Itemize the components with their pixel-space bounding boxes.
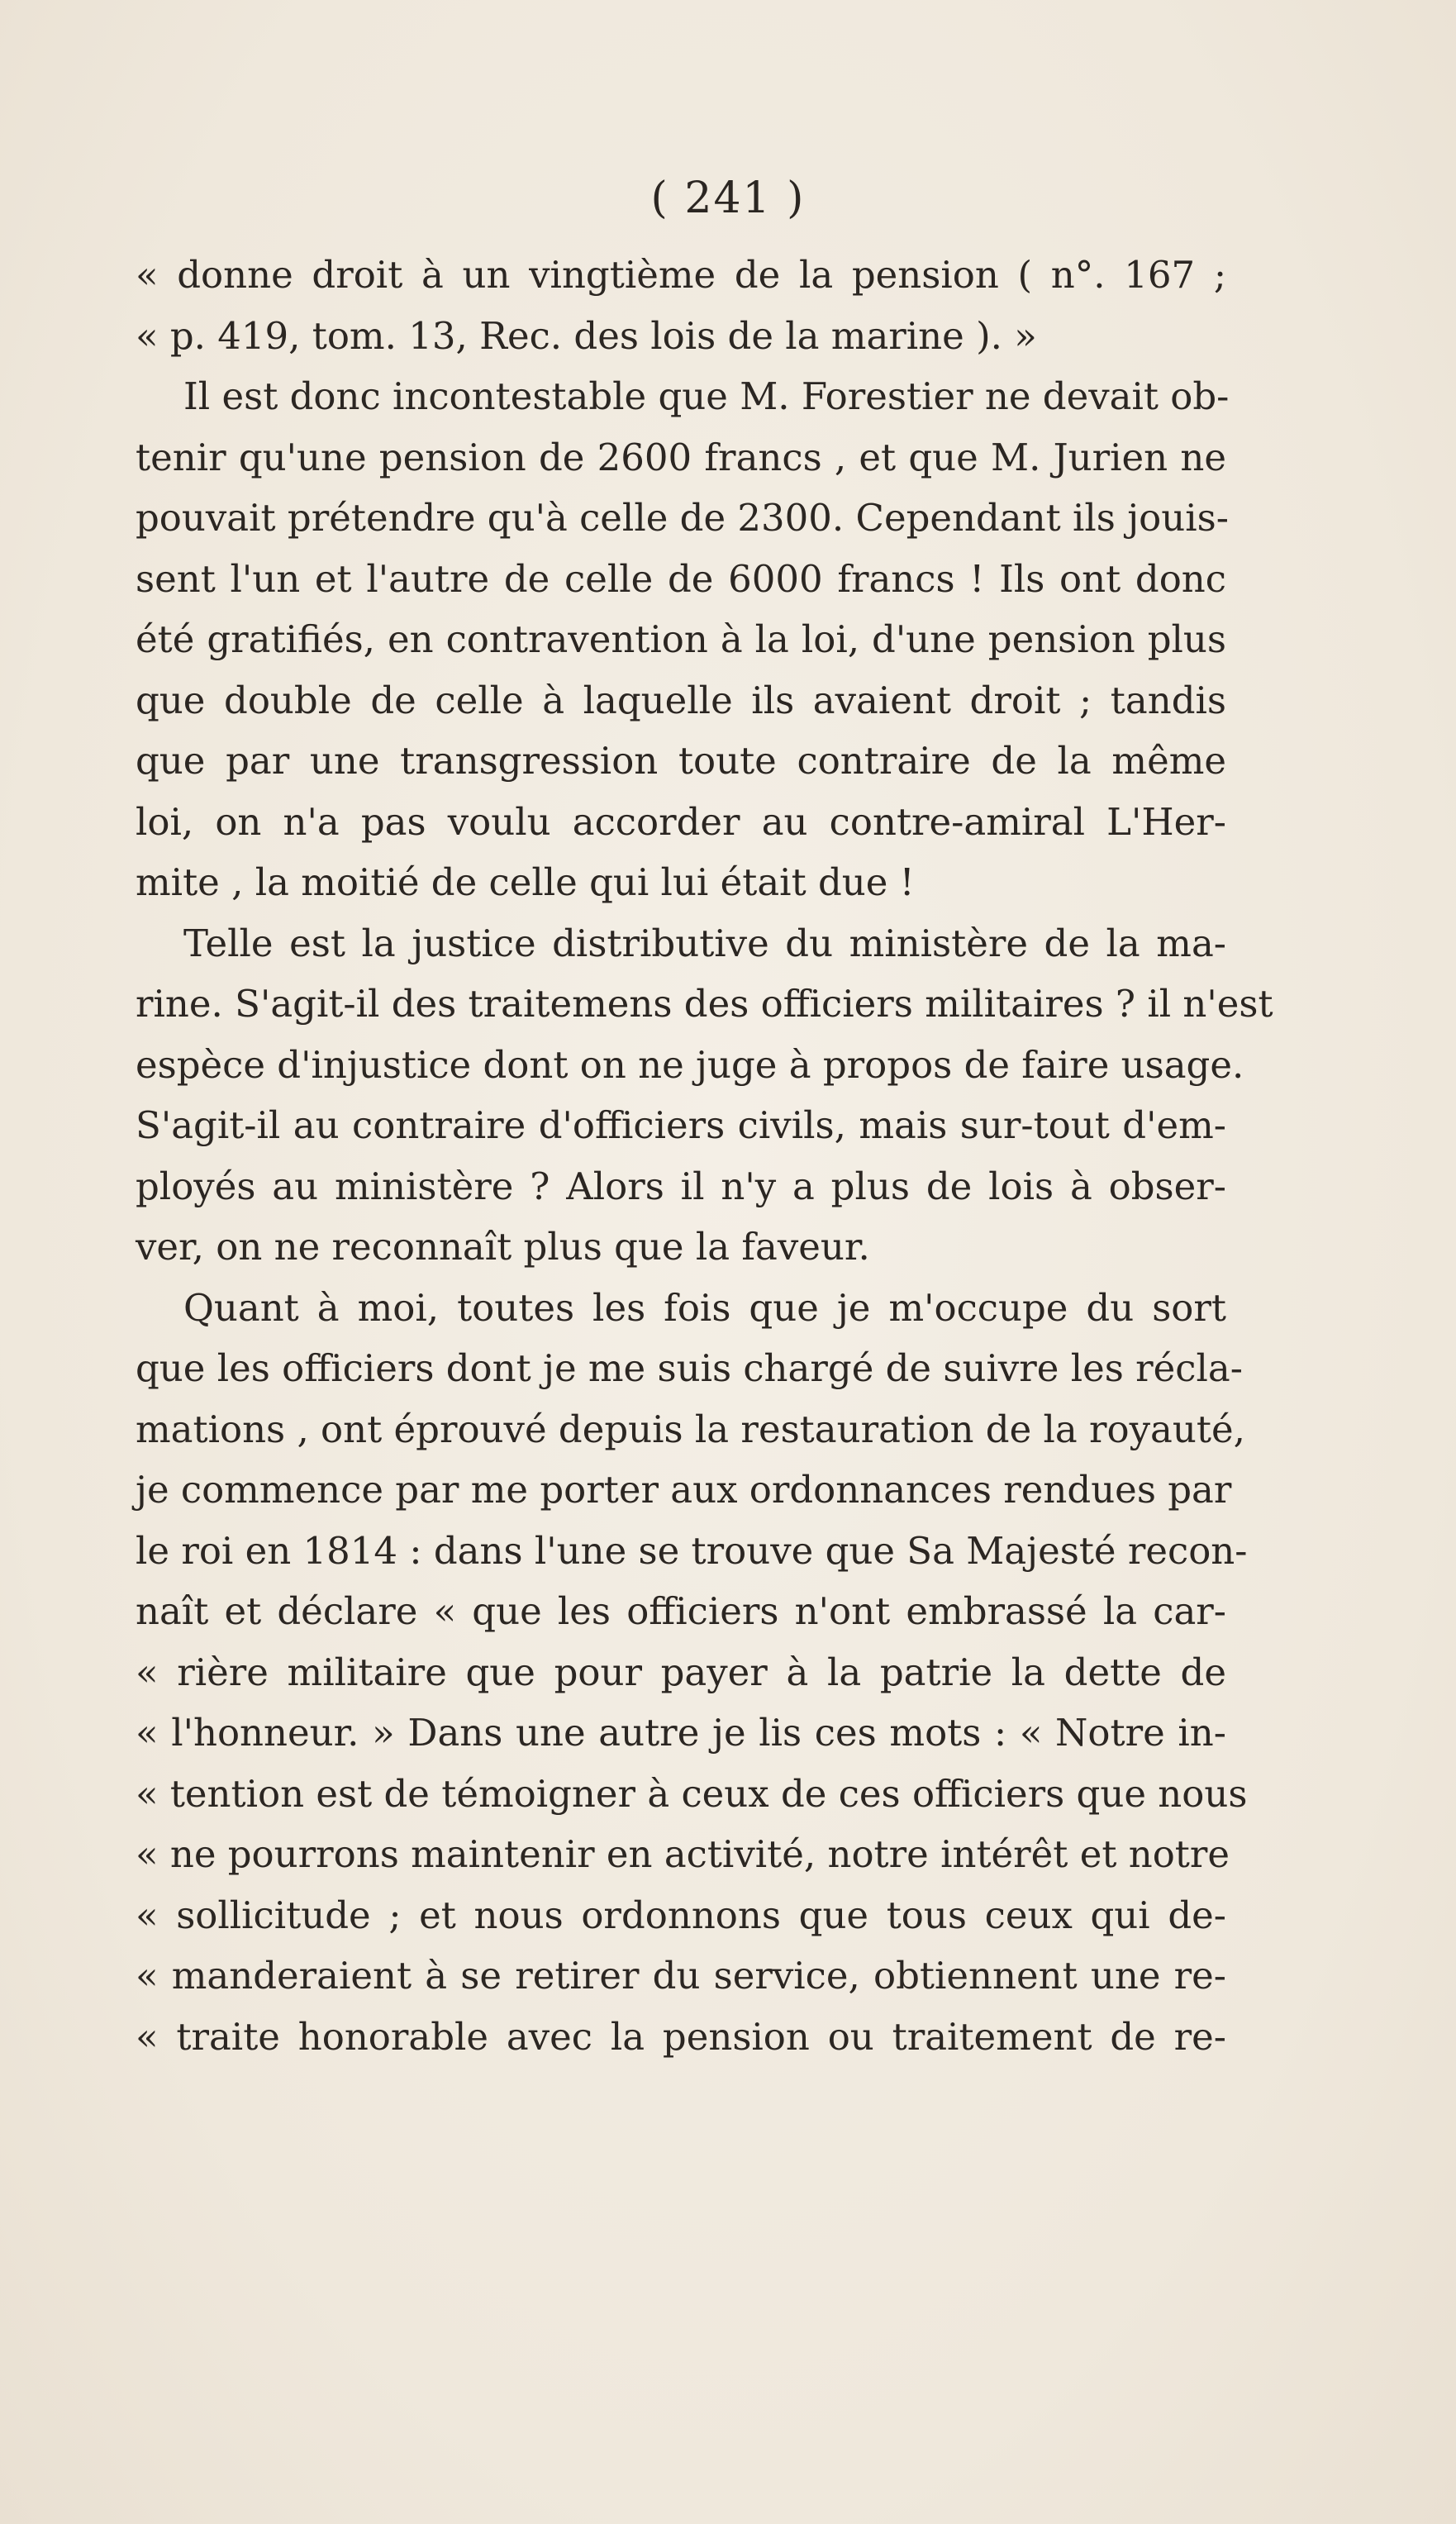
text-line: « tention est de témoigner à ceux de ces officiers que nous (136, 1771, 1248, 1816)
text-line: espèce d'injustice dont on ne juge à propos de faire usage. (136, 1042, 1244, 1087)
text-line: ployés au ministère ? Alors il n'y a plus de lois à obser- (136, 1164, 1226, 1208)
text-line: le roi en 1814 : dans l'une se trouve que Sa Majesté recon- (136, 1528, 1248, 1573)
text-line: que double de celle à laquelle ils avaient droit ; tandis (136, 678, 1226, 722)
text-line: loi, on n'a pas voulu accorder au contre-amiral L'Her- (136, 799, 1226, 844)
text-line: « donne droit à un vingtième de la pension ( n°. 167 ; (136, 253, 1226, 297)
text-line: « l'honneur. » Dans une autre je lis ces mots : « Notre in- (136, 1711, 1226, 1755)
text-line: « manderaient à se retirer du service, obtiennent une re- (136, 1954, 1226, 1998)
text-line: « ne pourrons maintenir en activité, notre intérêt et notre (136, 1832, 1230, 1876)
text-line: que par une transgression toute contraire de la même (136, 739, 1226, 783)
text-line: « sollicitude ; et nous ordonnons que tous ceux qui de- (136, 1893, 1226, 1937)
text-line: que les officiers dont je me suis chargé de suivre les récla- (136, 1346, 1243, 1390)
text-line: naît et déclare « que les officiers n'ont embrassé la car- (136, 1589, 1226, 1633)
text-line: « p. 419, tom. 13, Rec. des lois de la marine ). » (136, 313, 1037, 358)
text-line: « rière militaire que pour payer à la patrie la dette de (136, 1650, 1226, 1694)
text-line: Il est donc incontestable que M. Forestier ne devait ob- (183, 374, 1230, 418)
text-line: rine. S'agit-il des traitemens des officiers militaires ? il n'est (136, 982, 1273, 1026)
text-line: pouvait prétendre qu'à celle de 2300. Cependant ils jouis- (136, 496, 1229, 540)
text-line: mite , la moitié de celle qui lui était due ! (136, 860, 915, 904)
body-text (136, 245, 1273, 2067)
text-line: je commence par me porter aux ordonnances rendues par (136, 1468, 1232, 1512)
text-line: tenir qu'une pension de 2600 francs , et que M. Jurien ne (136, 435, 1226, 479)
text-line: ver, on ne reconnaît plus que la faveur. (136, 1225, 870, 1269)
text-line: S'agit-il au contraire d'officiers civils, mais sur-tout d'em- (136, 1103, 1226, 1147)
page-number: ( 241 ) (650, 174, 806, 223)
text-line: mations , ont éprouvé depuis la restauration de la royauté, (136, 1407, 1245, 1451)
text-line: été gratifiés, en contravention à la loi, d'une pension plus (136, 617, 1226, 661)
text-line: sent l'un et l'autre de celle de 6000 francs ! Ils ont donc (136, 556, 1226, 601)
text-line: Quant à moi, toutes les fois que je m'occupe du sort (183, 1285, 1226, 1330)
text-line: « traite honorable avec la pension ou traitement de re- (136, 2014, 1226, 2059)
text-line: Telle est la justice distributive du ministère de la ma- (183, 921, 1226, 965)
